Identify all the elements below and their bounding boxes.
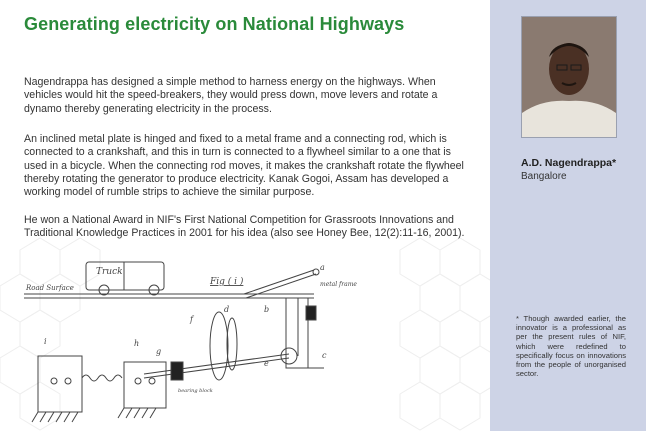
bearing-block-label: bearing block xyxy=(178,388,213,394)
part-label-e: e xyxy=(264,359,269,368)
speed-breaker-generator-sketch xyxy=(24,256,374,428)
innovator-photo xyxy=(521,16,617,138)
article-title: Generating electricity on National Highways xyxy=(24,14,405,34)
truck-label: Truck xyxy=(96,267,123,277)
innovator-location: Bangalore xyxy=(521,171,567,182)
footnote: * Though awarded earlier, the innovator is a professional as per the present rules of NIF, which were redefined to specifically focus on innovations from the people of unorganised sector. xyxy=(516,314,626,379)
paragraph-1: Nagendrappa has designed a simple method to harness energy on the highways. When vehicles would hit the speed-breakers, they would press down, move levers and rotate a dynamo thereby generating electricity in the process. xyxy=(24,76,438,115)
part-label-c: c xyxy=(322,351,327,360)
figure-label: Fig ( i ) xyxy=(210,277,244,287)
metal-frame-label: metal frame xyxy=(320,281,357,288)
part-label-i: i xyxy=(44,337,47,346)
part-label-g: g xyxy=(156,347,162,356)
paragraph-3: He won a National Award in NIF's First National Competition for Grassroots Innovations and Traditional Knowledge Practices in 2001 for his idea (also see Honey Bee, 12(2):11-16, 2001). xyxy=(24,214,465,240)
paragraph-2: An inclined metal plate is hinged and fixed to a metal frame and a connecting rod, which is connected to a crankshaft, and this in turn is connected to a flywheel similar to a one that is used in a bicycle. When the connecting rod moves, it makes the crankshaft rotate the flywheel thereby rotating the generator to produce electricity. Kanak Gogoi, Assam has developed a working model of rumble strips to achieve the similar purpose. xyxy=(24,133,464,199)
part-label-b: b xyxy=(264,305,270,314)
part-label-h: h xyxy=(134,339,140,348)
road-surface-label: Road Surface xyxy=(26,284,74,292)
innovator-name: A.D. Nagendrappa* xyxy=(521,157,617,169)
part-label-d: d xyxy=(224,305,230,314)
part-label-a: a xyxy=(320,263,325,272)
part-label-f: f xyxy=(190,315,193,324)
